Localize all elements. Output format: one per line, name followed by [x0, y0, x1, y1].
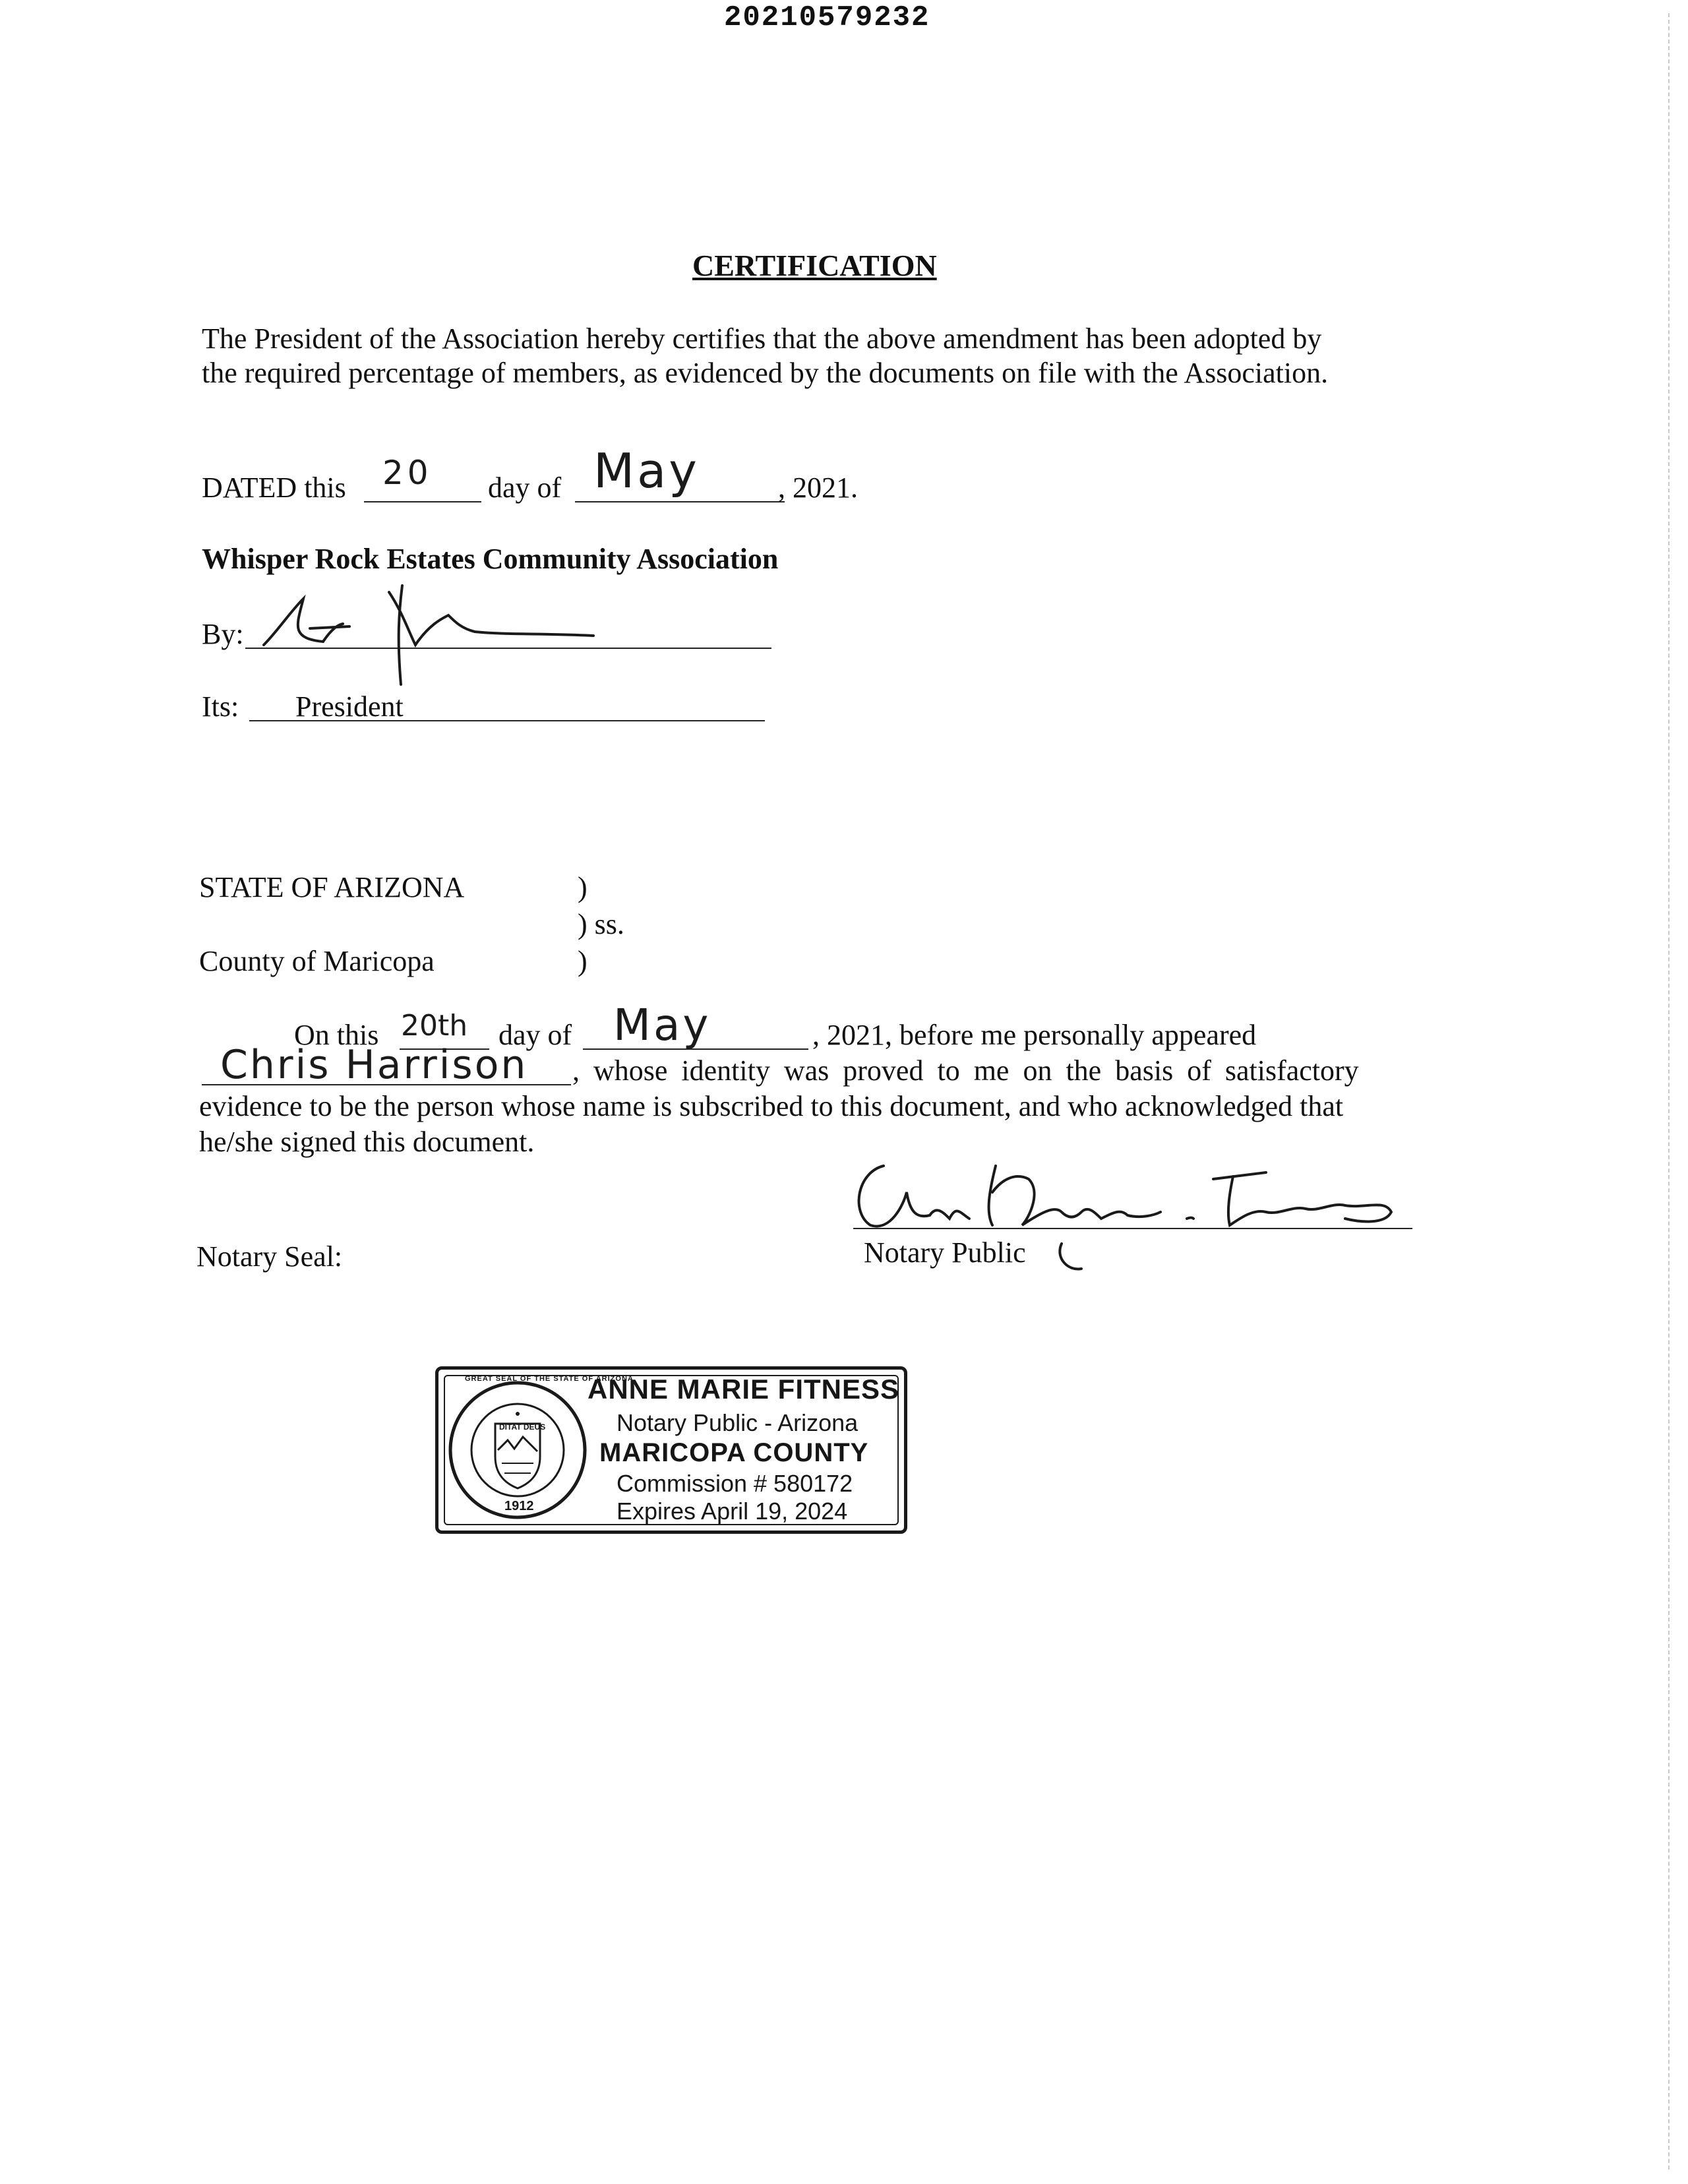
month-blank	[575, 501, 785, 502]
handwritten-ack-day: 20th	[401, 1009, 468, 1043]
ack-line-3: evidence to be the person whose name is subscribed to this document, and who acknowledged that	[199, 1090, 1344, 1122]
handwritten-day: 20	[382, 454, 433, 492]
notary-stamp	[435, 1366, 907, 1534]
handwritten-ack-name: Chris Harrison	[220, 1042, 528, 1088]
day-blank	[364, 501, 481, 502]
ack-year-text: , 2021, before me personally appeared	[812, 1019, 1257, 1051]
by-label: By:	[202, 618, 244, 650]
notary-signature-line	[853, 1228, 1412, 1229]
intro-line-2: the required percentage of members, as evidenced by the documents on file with the Association.	[202, 357, 1329, 389]
venue-state: STATE OF ARIZONA	[199, 871, 465, 903]
dated-mid: day of	[488, 471, 562, 504]
stamp-commission: Commission # 580172	[617, 1470, 853, 1497]
ack-day-of: day of	[498, 1019, 572, 1051]
its-value: President	[295, 690, 404, 723]
intro-line-1: The President of the Association hereby certifies that the above amendment has been adopted by	[202, 322, 1322, 355]
scan-edge	[1668, 13, 1670, 2169]
venue-paren-3: )	[578, 945, 588, 977]
stamp-county: MARICOPA COUNTY	[599, 1438, 869, 1467]
venue-paren-ss: ) ss.	[578, 908, 624, 940]
notary-public-label: Notary Public	[864, 1236, 1026, 1269]
document-number: 20210579232	[724, 1, 930, 34]
its-label: Its:	[202, 690, 239, 723]
handwritten-ack-month: May	[613, 1000, 711, 1050]
dated-suffix: , 2021.	[778, 471, 858, 504]
dated-prefix: DATED this	[202, 471, 346, 504]
handwritten-month: May	[593, 443, 700, 499]
stamp-notary-name: ANNE MARIE FITNESS	[588, 1374, 900, 1405]
ack-line-2: , whose identity was proved to me on the basis of satisfactory	[572, 1054, 1359, 1087]
stamp-notary-title: Notary Public - Arizona	[617, 1409, 859, 1436]
president-signature	[251, 572, 607, 698]
ack-line-4: he/she signed this document.	[199, 1126, 535, 1158]
venue-paren-1: )	[578, 871, 588, 903]
ack-on-this: On this	[294, 1019, 379, 1051]
venue-county: County of Maricopa	[199, 945, 435, 977]
stamp-seal-motto: DITAT DEUS	[499, 1422, 546, 1432]
association-name: Whisper Rock Estates Community Association	[202, 543, 779, 575]
notary-seal-label: Notary Seal:	[196, 1240, 343, 1273]
stamp-seal-year: 1912	[504, 1499, 534, 1513]
page-title: CERTIFICATION	[692, 249, 937, 282]
stamp-seal-text: GREAT SEAL OF THE STATE OF ARIZONA	[465, 1375, 634, 1383]
stamp-expires: Expires April 19, 2024	[617, 1498, 848, 1525]
